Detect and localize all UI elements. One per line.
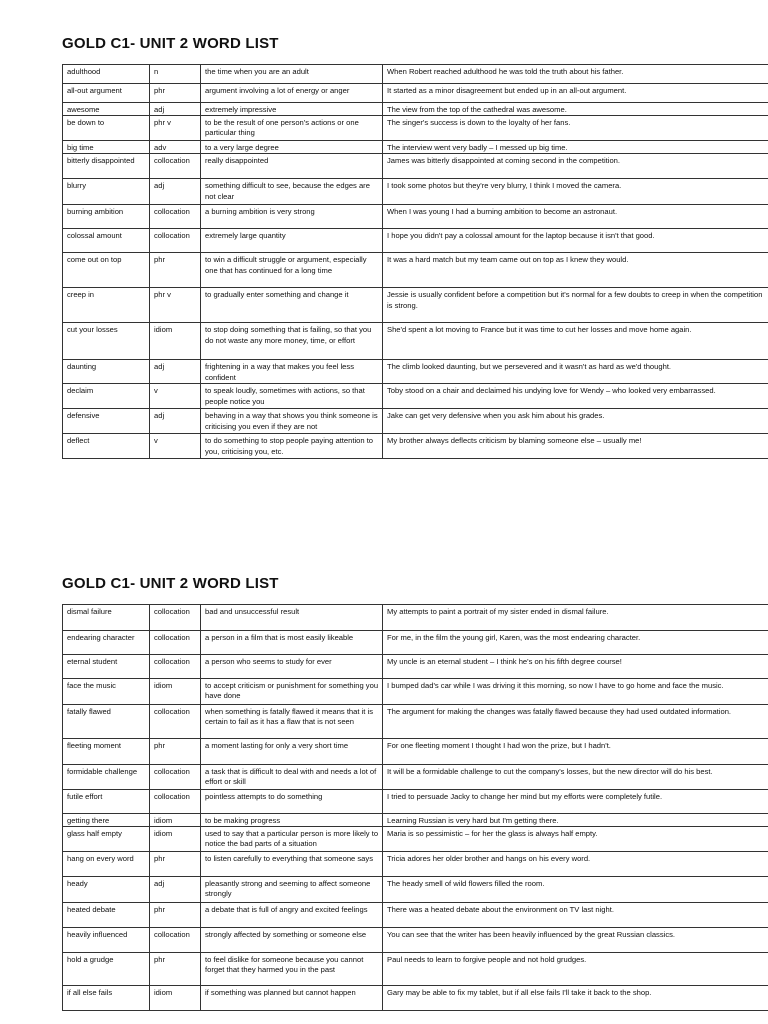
word-list-section-2	[62, 572, 768, 1011]
example-cell: The interview went very badly – I messed up big time.	[383, 141, 768, 154]
example-cell: Tricia adores her older brother and hangs on his every word.	[383, 852, 768, 877]
definition-cell: strongly affected by something or someone else	[201, 928, 383, 953]
example-cell: Learning Russian is very hard but I'm getting there.	[383, 814, 768, 827]
definition-cell: used to say that a particular person is more likely to notice the bad parts of a situation	[201, 827, 383, 852]
example-cell: The climb looked daunting, but we persevered and it wasn't as hard as we'd thought.	[383, 360, 768, 384]
example-cell: I took some photos but they're very blurry, I think I moved the camera.	[383, 179, 768, 205]
word-cell: heady	[63, 877, 150, 903]
table-row	[63, 765, 768, 790]
word-type-cell: collocation	[150, 655, 201, 679]
definition-cell: a moment lasting for only a very short time	[201, 739, 383, 765]
word-type-cell: n	[150, 65, 201, 84]
table-row	[63, 229, 768, 253]
word-cell: eternal student	[63, 655, 150, 679]
word-cell: daunting	[63, 360, 150, 384]
table-row	[63, 65, 768, 84]
word-cell: be down to	[63, 116, 150, 141]
example-cell: The argument for making the changes was fatally flawed because they had used outdated information.	[383, 705, 768, 739]
definition-cell: to feel dislike for someone because you cannot forget that they harmed you in the past	[201, 953, 383, 986]
word-type-cell: collocation	[150, 705, 201, 739]
table-row	[63, 928, 768, 953]
example-cell: It will be a formidable challenge to cut the company's losses, but the new director will do his best.	[383, 765, 768, 790]
example-cell: When I was young I had a burning ambition to become an astronaut.	[383, 205, 768, 229]
example-cell: Paul needs to learn to forgive people and not hold grudges.	[383, 953, 768, 986]
definition-cell: to win a difficult struggle or argument, especially one that has continued for a long time	[201, 253, 383, 288]
example-cell: The singer's success is down to the loyalty of her fans.	[383, 116, 768, 141]
word-cell: big time	[63, 141, 150, 154]
table-row	[63, 103, 768, 116]
word-type-cell: idiom	[150, 814, 201, 827]
definition-cell: if something was planned but cannot happen	[201, 986, 383, 1011]
word-cell: hold a grudge	[63, 953, 150, 986]
word-cell: adulthood	[63, 65, 150, 84]
word-cell: fleeting moment	[63, 739, 150, 765]
table-row	[63, 814, 768, 827]
word-cell: bitterly disappointed	[63, 154, 150, 179]
table-row	[63, 631, 768, 655]
word-cell: heavily influenced	[63, 928, 150, 953]
word-type-cell: collocation	[150, 154, 201, 179]
word-cell: burning ambition	[63, 205, 150, 229]
example-cell: When Robert reached adulthood he was told the truth about his father.	[383, 65, 768, 84]
word-type-cell: adj	[150, 103, 201, 116]
table-row	[63, 605, 768, 631]
word-cell: fatally flawed	[63, 705, 150, 739]
word-type-cell: adj	[150, 360, 201, 384]
definition-cell: to be making progress	[201, 814, 383, 827]
word-cell: formidable challenge	[63, 765, 150, 790]
example-cell: My brother always deflects criticism by blaming someone else – usually me!	[383, 434, 768, 459]
example-cell: I tried to persuade Jacky to change her mind but my efforts were completely futile.	[383, 790, 768, 814]
example-cell: Jessie is usually confident before a competition but it's normal for a few doubts to creep in when the competition is strong.	[383, 288, 768, 323]
word-type-cell: phr	[150, 953, 201, 986]
word-list-table	[62, 604, 768, 1011]
word-type-cell: phr	[150, 253, 201, 288]
definition-cell: when something is fatally flawed it means that it is certain to fail as it has a flaw that is not seen	[201, 705, 383, 739]
definition-cell: pointless attempts to do something	[201, 790, 383, 814]
table-row	[63, 84, 768, 103]
word-type-cell: adv	[150, 141, 201, 154]
word-cell: declaim	[63, 384, 150, 409]
example-cell: I hope you didn't pay a colossal amount for the laptop because it isn't that good.	[383, 229, 768, 253]
table-row	[63, 409, 768, 434]
example-cell: The heady smell of wild flowers filled the room.	[383, 877, 768, 903]
definition-cell: to a very large degree	[201, 141, 383, 154]
example-cell: The view from the top of the cathedral was awesome.	[383, 103, 768, 116]
word-type-cell: collocation	[150, 631, 201, 655]
table-row	[63, 877, 768, 903]
word-type-cell: adj	[150, 179, 201, 205]
word-type-cell: adj	[150, 877, 201, 903]
definition-cell: to gradually enter something and change it	[201, 288, 383, 323]
word-type-cell: idiom	[150, 827, 201, 852]
word-type-cell: phr	[150, 903, 201, 928]
definition-cell: a person in a film that is most easily likeable	[201, 631, 383, 655]
table-row	[63, 953, 768, 986]
example-cell: She'd spent a lot moving to France but it was time to cut her losses and move home again.	[383, 323, 768, 360]
definition-cell: to accept criticism or punishment for something you have done	[201, 679, 383, 705]
word-cell: awesome	[63, 103, 150, 116]
example-cell: Maria is so pessimistic – for her the glass is always half empty.	[383, 827, 768, 852]
table-row	[63, 288, 768, 323]
example-cell: You can see that the writer has been heavily influenced by the great Russian classics.	[383, 928, 768, 953]
definition-cell: a debate that is full of angry and excited feelings	[201, 903, 383, 928]
word-list-table	[62, 64, 768, 459]
table-row	[63, 739, 768, 765]
definition-cell: to stop doing something that is failing, so that you do not waste any more money, time, or effort	[201, 323, 383, 360]
definition-cell: pleasantly strong and seeming to affect someone strongly	[201, 877, 383, 903]
word-cell: cut your losses	[63, 323, 150, 360]
example-cell: James was bitterly disappointed at coming second in the competition.	[383, 154, 768, 179]
example-cell: It started as a minor disagreement but ended up in an all-out argument.	[383, 84, 768, 103]
word-type-cell: phr v	[150, 116, 201, 141]
word-type-cell: phr	[150, 84, 201, 103]
definition-cell: the time when you are an adult	[201, 65, 383, 84]
table-row	[63, 655, 768, 679]
example-cell: I bumped dad's car while I was driving it this morning, so now I have to go home and face the music.	[383, 679, 768, 705]
example-cell: There was a heated debate about the environment on TV last night.	[383, 903, 768, 928]
definition-cell: frightening in a way that makes you feel less confident	[201, 360, 383, 384]
definition-cell: a person who seems to study for ever	[201, 655, 383, 679]
word-type-cell: collocation	[150, 205, 201, 229]
table-row	[63, 852, 768, 877]
example-cell: Gary may be able to fix my tablet, but if all else fails I'll take it back to the shop.	[383, 986, 768, 1011]
definition-cell: to listen carefully to everything that someone says	[201, 852, 383, 877]
definition-cell: extremely large quantity	[201, 229, 383, 253]
word-type-cell: idiom	[150, 323, 201, 360]
word-type-cell: phr	[150, 739, 201, 765]
table-row	[63, 323, 768, 360]
definition-cell: extremely impressive	[201, 103, 383, 116]
table-row	[63, 116, 768, 141]
word-type-cell: phr	[150, 852, 201, 877]
definition-cell: a task that is difficult to deal with and needs a lot of effort or skill	[201, 765, 383, 790]
example-cell: Jake can get very defensive when you ask him about his grades.	[383, 409, 768, 434]
table-row	[63, 205, 768, 229]
table-row	[63, 705, 768, 739]
word-cell: all-out argument	[63, 84, 150, 103]
word-cell: come out on top	[63, 253, 150, 288]
table-row	[63, 179, 768, 205]
table-row	[63, 154, 768, 179]
example-cell: My uncle is an eternal student – I think he's on his fifth degree course!	[383, 655, 768, 679]
example-cell: Toby stood on a chair and declaimed his undying love for Wendy – who looked very embarrassed.	[383, 384, 768, 409]
word-cell: deflect	[63, 434, 150, 459]
definition-cell: bad and unsuccessful result	[201, 605, 383, 631]
word-cell: endearing character	[63, 631, 150, 655]
word-cell: glass half empty	[63, 827, 150, 852]
table-row	[63, 434, 768, 459]
word-cell: defensive	[63, 409, 150, 434]
page-title: GOLD C1- UNIT 2 WORD LIST	[62, 575, 279, 592]
table-row	[63, 903, 768, 928]
word-type-cell: collocation	[150, 605, 201, 631]
word-cell: heated debate	[63, 903, 150, 928]
word-cell: colossal amount	[63, 229, 150, 253]
word-cell: getting there	[63, 814, 150, 827]
table-row	[63, 679, 768, 705]
table-row	[63, 384, 768, 409]
word-cell: futile effort	[63, 790, 150, 814]
table-row	[63, 141, 768, 154]
definition-cell: something difficult to see, because the edges are not clear	[201, 179, 383, 205]
word-list-section-1	[62, 32, 768, 459]
definition-cell: really disappointed	[201, 154, 383, 179]
word-type-cell: collocation	[150, 765, 201, 790]
word-cell: creep in	[63, 288, 150, 323]
example-cell: It was a hard match but my team came out on top as I knew they would.	[383, 253, 768, 288]
word-type-cell: v	[150, 384, 201, 409]
word-type-cell: collocation	[150, 229, 201, 253]
word-type-cell: v	[150, 434, 201, 459]
word-type-cell: idiom	[150, 986, 201, 1011]
word-type-cell: adj	[150, 409, 201, 434]
word-type-cell: phr v	[150, 288, 201, 323]
word-cell: hang on every word	[63, 852, 150, 877]
definition-cell: to speak loudly, sometimes with actions, so that people notice you	[201, 384, 383, 409]
word-cell: blurry	[63, 179, 150, 205]
word-type-cell: collocation	[150, 790, 201, 814]
word-cell: dismal failure	[63, 605, 150, 631]
definition-cell: a burning ambition is very strong	[201, 205, 383, 229]
definition-cell: to be the result of one person's actions or one particular thing	[201, 116, 383, 141]
definition-cell: argument involving a lot of energy or anger	[201, 84, 383, 103]
example-cell: For one fleeting moment I thought I had won the prize, but I hadn't.	[383, 739, 768, 765]
example-cell: My attempts to paint a portrait of my sister ended in dismal failure.	[383, 605, 768, 631]
definition-cell: to do something to stop people paying attention to you, criticising you, etc.	[201, 434, 383, 459]
table-row	[63, 253, 768, 288]
table-row	[63, 360, 768, 384]
word-cell: face the music	[63, 679, 150, 705]
word-type-cell: idiom	[150, 679, 201, 705]
table-row	[63, 827, 768, 852]
table-row	[63, 986, 768, 1011]
word-type-cell: collocation	[150, 928, 201, 953]
page-title: GOLD C1- UNIT 2 WORD LIST	[62, 35, 279, 52]
definition-cell: behaving in a way that shows you think someone is criticising you even if they are not	[201, 409, 383, 434]
word-cell: if all else fails	[63, 986, 150, 1011]
example-cell: For me, in the film the young girl, Karen, was the most endearing character.	[383, 631, 768, 655]
table-row	[63, 790, 768, 814]
